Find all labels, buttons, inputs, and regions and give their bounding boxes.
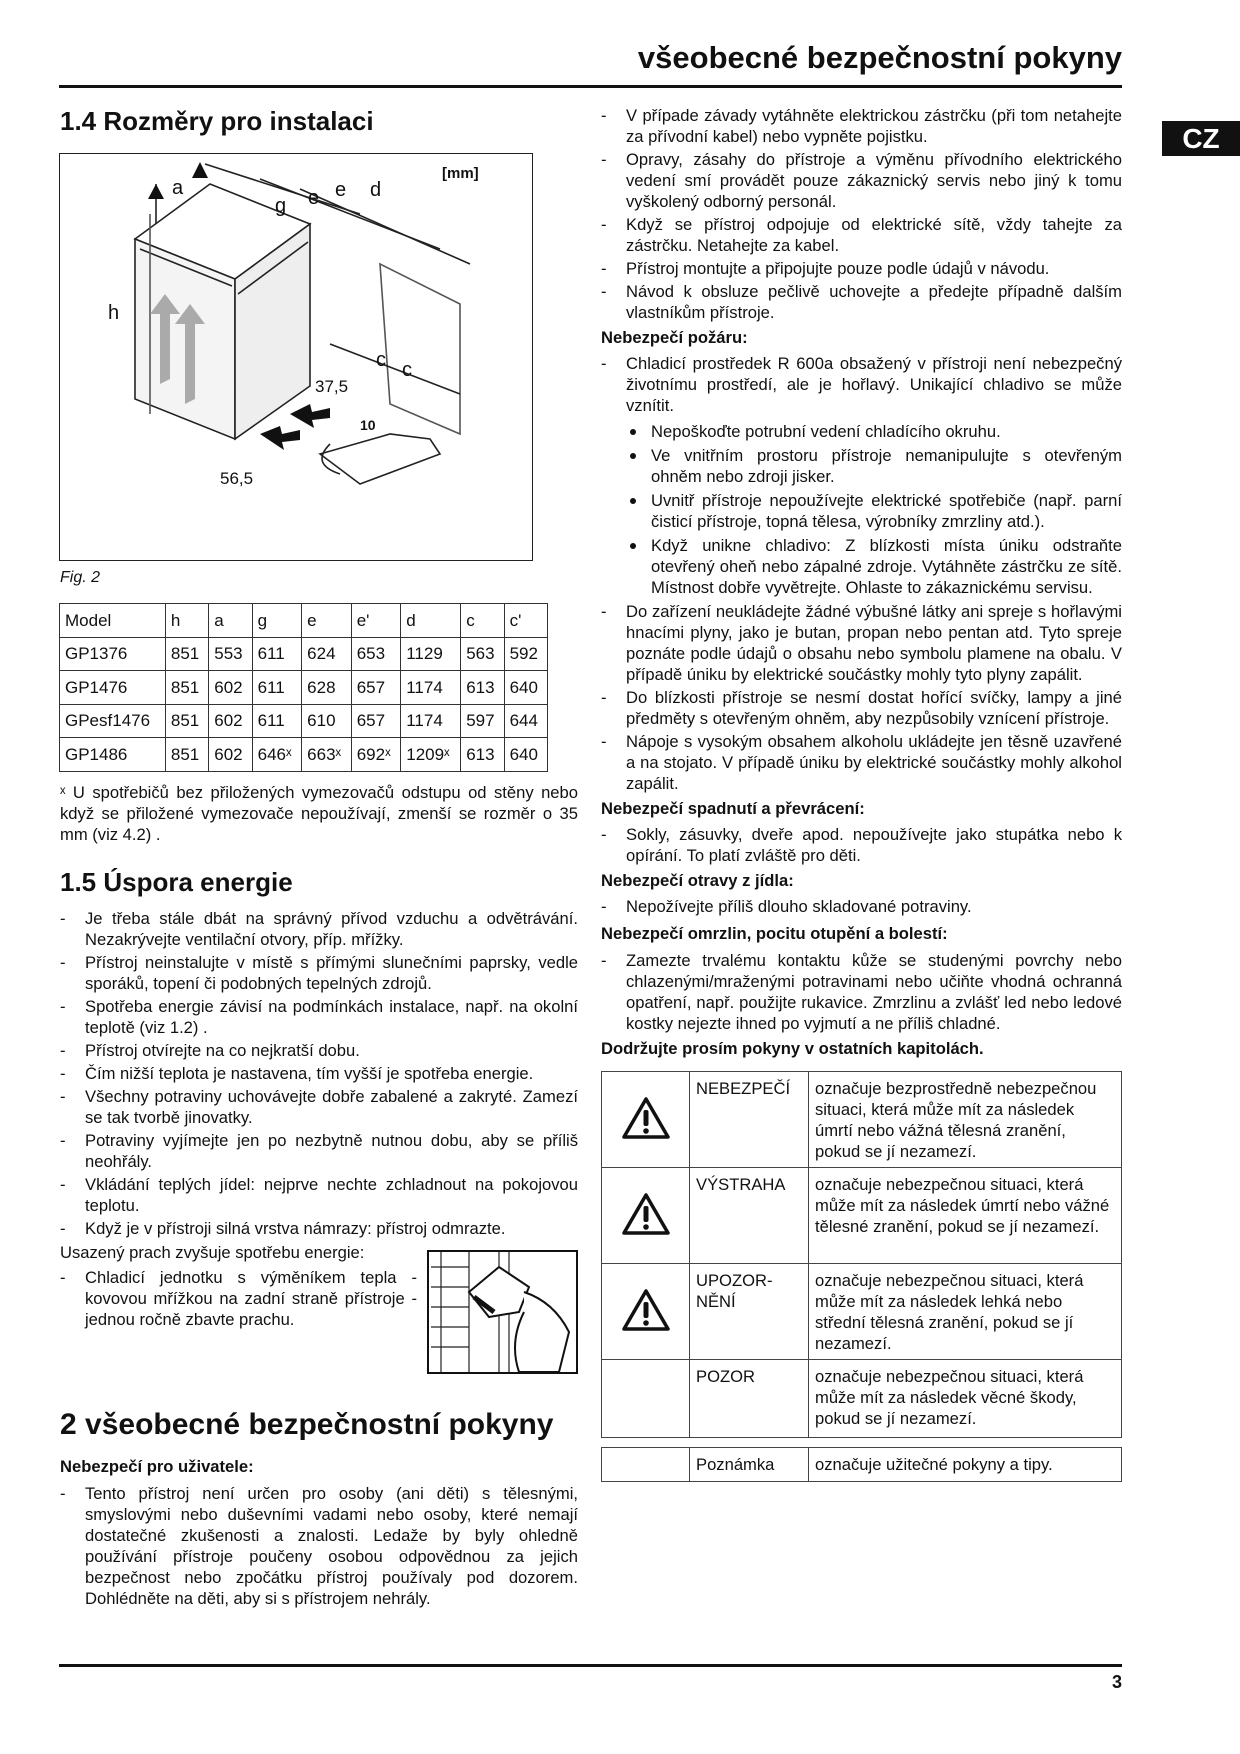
dimension-cell: 653	[351, 637, 401, 671]
energy-tips-list	[60, 908, 578, 1239]
dust-section	[60, 1242, 578, 1374]
dimension-cell: h	[165, 604, 208, 638]
dimension-cell: 611	[252, 671, 302, 705]
dimension-cell: 851	[165, 671, 208, 705]
left-column	[60, 106, 578, 1609]
model-cell: GPesf1476	[60, 704, 166, 738]
list-item: - Do blízkosti přístroje se nesmí dostat hořící svíčky, lampy a jiné předměty s otevřeným ohněm, aby nezpůsobily vznícení přístroje.	[601, 687, 1122, 729]
warning-triangle-icon	[621, 1221, 671, 1240]
dimension-cell: a	[209, 604, 252, 638]
table-row	[60, 738, 548, 772]
list-item: - Chladicí jednotku s výměníkem tepla - kovovou mřížkou na zadní straně přístroje - jednou ročně zbavte prachu.	[60, 1267, 417, 1330]
list-item: - Přístroj montujte a připojujte pouze podle údajů v návodu.	[601, 258, 1122, 279]
table-row	[60, 671, 548, 705]
signal-description: označuje užitečné pokyny a tipy.	[809, 1448, 1122, 1482]
dimension-cell: 592	[504, 637, 547, 671]
list-item: - Zamezte trvalému kontaktu kůže se studenými povrchy nebo chlazenými/mraženými potravinami nebo učiňte vhodná ochranná opatření, např. použijte rukavice. Zmrzlinu a zvlášť led nebo ledové kostky nejezte ihned po vyjmutí a ne příliš chladné.	[601, 950, 1122, 1034]
wrench-size-label: 10	[360, 417, 376, 433]
dim-label-e: e	[308, 187, 320, 209]
dimension-cell: 851	[165, 637, 208, 671]
dimension-cell: g	[252, 604, 302, 638]
dimension-cell: 851	[165, 738, 208, 772]
fire-danger-list	[601, 353, 1122, 416]
list-item: - Přístroj neinstalujte v místě s přímými slunečními paprsky, vedle sporáků, topení či podobných tepelných zdrojů.	[60, 952, 578, 994]
icon-cell	[602, 1360, 690, 1438]
list-item: - Nápoje s vysokým obsahem alkoholu ukládejte jen těsně uzavřené a na stojato. V případě úniku by elektrické součástky mohly alkohol zapálit.	[601, 731, 1122, 794]
dimension-cell: 628	[302, 671, 352, 705]
signal-row	[602, 1072, 1122, 1168]
dimension-cell: 611	[252, 637, 302, 671]
model-cell: GP1376	[60, 637, 166, 671]
dimension-cell: 613	[461, 738, 504, 772]
food-danger-list	[601, 896, 1122, 917]
model-cell: Model	[60, 604, 166, 638]
list-item: - Vkládání teplých jídel: nejprve nechte zchladnout na pokojovou teplotu.	[60, 1174, 578, 1216]
signal-label: VÝSTRAHA	[690, 1168, 809, 1264]
dimensions-footnote: ˣ U spotřebičů bez přiložených vymezovačů odstupu od stěny nebo když se přiložené vymezovače nepoužívají, zmenší se rozměr o 35 mm (viz 4.2) .	[60, 782, 578, 844]
signal-label: UPOZOR-NĚNÍ	[690, 1264, 809, 1360]
list-item: Nepoškoďte potrubní vedení chladícího okruhu.	[626, 421, 1122, 442]
list-item: Ve vnitřním prostoru přístroje nemanipulujte s otevřeným ohněm nebo zdroji jisker.	[626, 445, 1122, 487]
dimension-cell: 640	[504, 671, 547, 705]
dim-label-56-5: 56,5	[220, 469, 254, 488]
signal-row	[602, 1264, 1122, 1360]
section-heading-safety: 2 všeobecné bezpečnostní pokyny	[60, 1407, 554, 1441]
fall-danger-list	[601, 824, 1122, 866]
icon-cell	[602, 1072, 690, 1168]
right-column	[601, 105, 1122, 1482]
signal-description: označuje bezprostředně nebezpečnou situaci, která může mít za následek úmrtí nebo vážná tělesná zranění, pokud se jí nezamezí.	[809, 1072, 1122, 1168]
dimension-cell: 553	[209, 637, 252, 671]
dimension-cell: 692ˣ	[351, 738, 401, 772]
table-row	[60, 704, 548, 738]
dimension-cell: 644	[504, 704, 547, 738]
installation-dimensions-figure	[59, 153, 533, 561]
signal-row	[602, 1360, 1122, 1438]
table-header-row	[60, 604, 548, 638]
list-item: - Chladicí prostředek R 600a obsažený v přístroji není nebezpečný životnímu prostředí, ale je hořlavý. Unikající chladivo se může vznítit.	[601, 353, 1122, 416]
dimensions-table	[59, 603, 548, 772]
dimension-cell: 1174	[401, 671, 461, 705]
list-item: - Když je v přístroji silná vrstva námrazy: přístroj odmrazte.	[60, 1218, 578, 1239]
fire-danger-list-2	[601, 601, 1122, 794]
section-heading-dimensions: 1.4 Rozměry pro instalaci	[60, 106, 374, 136]
fall-danger-heading: Nebezpečí spadnutí a převrácení:	[601, 799, 865, 818]
dimension-cell: 851	[165, 704, 208, 738]
dimension-cell: 663ˣ	[302, 738, 352, 772]
list-item: - Opravy, zásahy do přístroje a výměnu přívodního elektrického vedení smí provádět pouze zákaznický servis nebo jiný k tomu vyškolený odborný personál.	[601, 149, 1122, 212]
warning-triangle-icon	[621, 1317, 671, 1336]
dimension-cell: 602	[209, 738, 252, 772]
dimension-cell: 1129	[401, 637, 461, 671]
list-item: Uvnitř přístroje nepoužívejte elektrické spotřebiče (např. parní čisticí přístroje, topná tělesa, výrobníky zmrzliny atd.).	[626, 490, 1122, 532]
dust-text-block	[60, 1242, 417, 1330]
dim-label-g: g	[275, 195, 287, 217]
list-item: - Čím nižší teplota je nastavena, tím vyšší je spotřeba energie.	[60, 1063, 578, 1084]
list-item: - Do zařízení neukládejte žádné výbušné látky ani spreje s hořlavými hnacími plyny, jako je butan, propan nebo pentan atd. Tyto spreje poznáte podle údajů o obsahu nebo symbolu plamene na obalu. V případě úniku by elektrické součástky mohly tyto plyny zapálit.	[601, 601, 1122, 685]
signal-label: NEBEZPEČÍ	[690, 1072, 809, 1168]
frost-danger-heading: Nebezpečí omrzlin, pocitu otupění a bolestí:	[601, 924, 948, 943]
dimension-cell: 597	[461, 704, 504, 738]
list-item: - Spotřeba energie závisí na podmínkách instalace, např. na okolní teplotě (viz 1.2) .	[60, 996, 578, 1038]
dimension-cell: 563	[461, 637, 504, 671]
note-table	[601, 1447, 1122, 1482]
model-cell: GP1486	[60, 738, 166, 772]
signal-label: Poznámka	[690, 1448, 809, 1482]
language-tab: CZ	[1162, 121, 1240, 156]
page-header-title: všeobecné bezpečnostní pokyny	[637, 40, 1122, 75]
brush-cleaning-icon	[429, 1252, 576, 1372]
dimension-cell: 624	[302, 637, 352, 671]
dimension-cell: 602	[209, 704, 252, 738]
signal-row	[602, 1168, 1122, 1264]
icon-cell	[602, 1264, 690, 1360]
page-number: 3	[1111, 1672, 1122, 1692]
dim-label-e-prime: e	[335, 179, 347, 201]
dim-label-h: h	[108, 302, 120, 324]
figure-caption: Fig. 2	[60, 569, 101, 586]
dim-label-d: d	[370, 179, 382, 201]
dimension-cell: d	[401, 604, 461, 638]
dimension-cell: c'	[504, 604, 547, 638]
food-danger-heading: Nebezpečí otravy z jídla:	[601, 871, 794, 890]
list-item: - Návod k obsluze pečlivě uchovejte a předejte případně dalším vlastníkům přístroje.	[601, 281, 1122, 323]
fridge-dimensions-drawing	[60, 154, 531, 559]
dimension-cell: 1209ˣ	[401, 738, 461, 772]
list-item: - Je třeba stále dbát na správný přívod vzduchu a odvětrávání. Nezakrývejte ventilační otvory, příp. mřížky.	[60, 908, 578, 950]
signal-description: označuje nebezpečnou situaci, která může mít za následek věcné škody, pokud se jí nezamezí.	[809, 1360, 1122, 1438]
dim-label-a: a	[172, 177, 184, 199]
dimension-cell: 640	[504, 738, 547, 772]
dim-label-c-prime: c	[402, 359, 412, 381]
fire-danger-heading: Nebezpečí požáru:	[601, 328, 748, 347]
user-danger-heading: Nebezpečí pro uživatele:	[60, 1456, 254, 1476]
table-row	[60, 637, 548, 671]
dimension-cell: c	[461, 604, 504, 638]
dim-label-37-5: 37,5	[315, 377, 349, 396]
dust-text: Usazený prach zvyšuje spotřebu energie:	[60, 1242, 365, 1262]
dimension-cell: e'	[351, 604, 401, 638]
empty-icon-cell	[602, 1448, 690, 1482]
dimension-cell: 646ˣ	[252, 738, 302, 772]
model-cell: GP1476	[60, 671, 166, 705]
list-item: - Když se přístroj odpojuje od elektrické sítě, vždy tahejte za zástrčku. Netahejte za kabel.	[601, 214, 1122, 256]
list-item: - Sokly, zásuvky, dveře apod. nepoužívejte jako stupátka nebo k opírání. To platí zvláště pro děti.	[601, 824, 1122, 866]
unit-label: [mm]	[442, 165, 479, 182]
signal-description: označuje nebezpečnou situaci, která může mít za následek úmrtí nebo vážné tělesné zranění, pokud se jí nezamezí.	[809, 1168, 1122, 1264]
dimension-cell: 1174	[401, 704, 461, 738]
list-item: - Nepožívejte příliš dlouho skladované potraviny.	[601, 896, 1122, 917]
signal-label: POZOR	[690, 1360, 809, 1438]
user-danger-list	[60, 1483, 578, 1609]
list-item: - Tento přístroj není určen pro osoby (ani děti) s tělesnými, smyslovými nebo duševními vadami nebo osoby, které nemají dostatečné zkušenosti a znalosti. Ledaže by byly ohledně používání přístroje poučeny osobou odpovědnou za jejich bezpečnost nebo zpočátku přístroj používaly pod dozorem. Dohlédněte na děti, aby si s přístrojem nehrály.	[60, 1483, 578, 1609]
dimension-cell: 657	[351, 704, 401, 738]
dimension-cell: 657	[351, 671, 401, 705]
electrical-safety-list	[601, 105, 1122, 323]
icon-cell	[602, 1168, 690, 1264]
dimension-cell: e	[302, 604, 352, 638]
footer-rule	[59, 1664, 1122, 1667]
closing-note: Dodržujte prosím pokyny v ostatních kapitolách.	[601, 1039, 984, 1058]
list-item: - Přístroj otvírejte na co nejkratší dobu.	[60, 1040, 578, 1061]
list-item: Když unikne chladivo: Z blízkosti místa úniku odstraňte otevřený oheň nebo zápalné zdroje. Vytáhněte zástrčku ze sítě. Místnost dobře vyvětrejte. Ohlaste to zákaznickému servisu.	[626, 535, 1122, 598]
list-item: - Potraviny vyjímejte jen po nezbytně nutnou dobu, aby se příliš neohřály.	[60, 1130, 578, 1172]
signal-row-note	[602, 1448, 1122, 1482]
dimension-cell: 602	[209, 671, 252, 705]
warning-triangle-icon	[621, 1125, 671, 1144]
list-item: - V případe závady vytáhněte elektrickou zástrčku (při tom netahejte za přívodní kabel) nebo vypněte pojistku.	[601, 105, 1122, 147]
header-rule	[59, 85, 1122, 88]
signal-words-table	[601, 1071, 1122, 1482]
list-item: - Všechny potraviny uchovávejte dobře zabalené a zakryté. Zamezí se tak tvorbě jinovatky.	[60, 1086, 578, 1128]
section-heading-energy: 1.5 Úspora energie	[60, 866, 293, 897]
frost-danger-list	[601, 950, 1122, 1034]
fire-danger-bullets	[601, 421, 1122, 598]
dust-list	[60, 1267, 417, 1330]
dimension-cell: 610	[302, 704, 352, 738]
dim-label-c: c	[376, 349, 386, 371]
signal-description: označuje nebezpečnou situaci, která může mít za následek lehká nebo střední tělesná zranění, pokud se jí nezamezí.	[809, 1264, 1122, 1360]
dimension-cell: 611	[252, 704, 302, 738]
condenser-cleaning-illustration	[427, 1250, 578, 1374]
dimension-cell: 613	[461, 671, 504, 705]
